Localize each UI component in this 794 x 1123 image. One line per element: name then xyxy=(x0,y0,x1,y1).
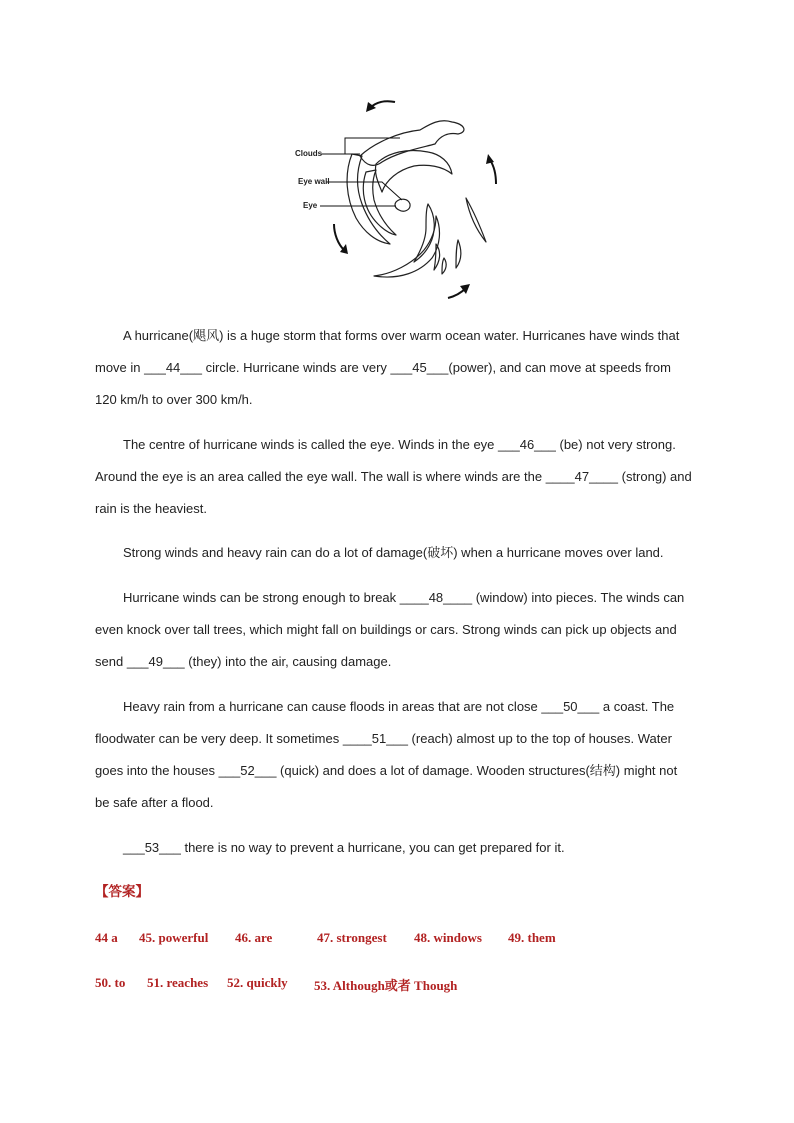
answer-46: 46. are xyxy=(235,930,273,945)
answer-53: 53. Although或者 Though xyxy=(314,978,458,993)
label-leader-lines xyxy=(320,138,402,206)
p5-text-3: (reach) almost up to the top of houses. Water goes into the houses xyxy=(95,731,672,778)
answer-52: 52. quickly xyxy=(227,975,288,990)
blank-48: ____48____ xyxy=(399,590,473,605)
answer-49: 49. them xyxy=(508,930,556,945)
hurricane-spiral-bands xyxy=(347,121,486,277)
p2-text-2: (be) not very strong. Around the eye is an area called the eye wall. The wall is where winds are the xyxy=(95,437,676,484)
p4-text-3: (they) into the air, causing damage. xyxy=(184,654,392,669)
p5-text-2: a coast. The floodwater can be very deep. It sometimes xyxy=(95,699,675,746)
paragraph-2 xyxy=(95,429,695,525)
answer-45: 45. powerful xyxy=(139,930,209,945)
answer-44: 44 a xyxy=(95,930,118,945)
p4-text-1: Hurricane winds can be strong enough to break xyxy=(123,590,400,605)
label-eye: Eye xyxy=(303,201,318,210)
blank-45: ___45___ xyxy=(390,360,449,375)
hurricane-diagram xyxy=(290,94,506,304)
label-clouds: Clouds xyxy=(295,149,323,158)
paragraph-5 xyxy=(95,691,695,819)
p2-text-1: The centre of hurricane winds is called the eye. Winds in the eye xyxy=(123,437,499,452)
p4-text-2: (window) into pieces. The winds can even knock over tall trees, which might fall on buildings or cars. Strong winds can pick up objects and send xyxy=(95,590,685,669)
blank-52: ___52___ xyxy=(218,763,277,778)
paragraph-1 xyxy=(95,320,695,416)
p5-text-1: Heavy rain from a hurricane can cause floods in areas that are not close xyxy=(123,699,542,714)
arrow-right-up-icon xyxy=(490,160,496,184)
p3-text-1: Strong winds and heavy rain can do a lot of damage(破坏) when a hurricane moves over land. xyxy=(123,545,664,560)
blank-49: ___49___ xyxy=(126,654,185,669)
paragraph-6 xyxy=(95,832,695,864)
answer-heading: 【答案】 xyxy=(95,884,149,899)
answer-47: 47. strongest xyxy=(317,930,387,945)
arrow-left-down-icon xyxy=(334,224,344,250)
arrow-right-up-head-icon xyxy=(486,154,494,164)
blank-53: ___53___ xyxy=(123,840,181,855)
p6-text-1: there is no way to prevent a hurricane, you can get prepared for it. xyxy=(180,840,565,855)
p5-text-4: (quick) and does a lot of damage. Wooden structures(结构) might not be safe after a flood. xyxy=(95,763,678,810)
p2-text-3: (strong) and rain is the heaviest. xyxy=(95,469,692,516)
paragraph-3 xyxy=(95,537,695,569)
paragraph-4 xyxy=(95,582,695,678)
p1-text-1: A hurricane(飓风) is a huge storm that forms over warm ocean water. Hurricanes have winds that move in xyxy=(95,328,680,375)
blank-50: ___50___ xyxy=(541,699,600,714)
answer-48: 48. windows xyxy=(414,930,482,945)
blank-44: ___44___ xyxy=(144,360,202,375)
blank-51: ____51___ xyxy=(342,731,408,746)
blank-47: ____47____ xyxy=(545,469,618,484)
answer-50: 50. to xyxy=(95,975,126,990)
p1-text-2: circle. Hurricane winds are very xyxy=(201,360,391,375)
blank-46: ___46___ xyxy=(498,437,556,452)
p1-text-3: (power), and can move at speeds from 120 km/h to over 300 km/h. xyxy=(95,360,671,407)
label-eye-wall: Eye wall xyxy=(298,177,330,186)
answer-51: 51. reaches xyxy=(147,975,209,990)
